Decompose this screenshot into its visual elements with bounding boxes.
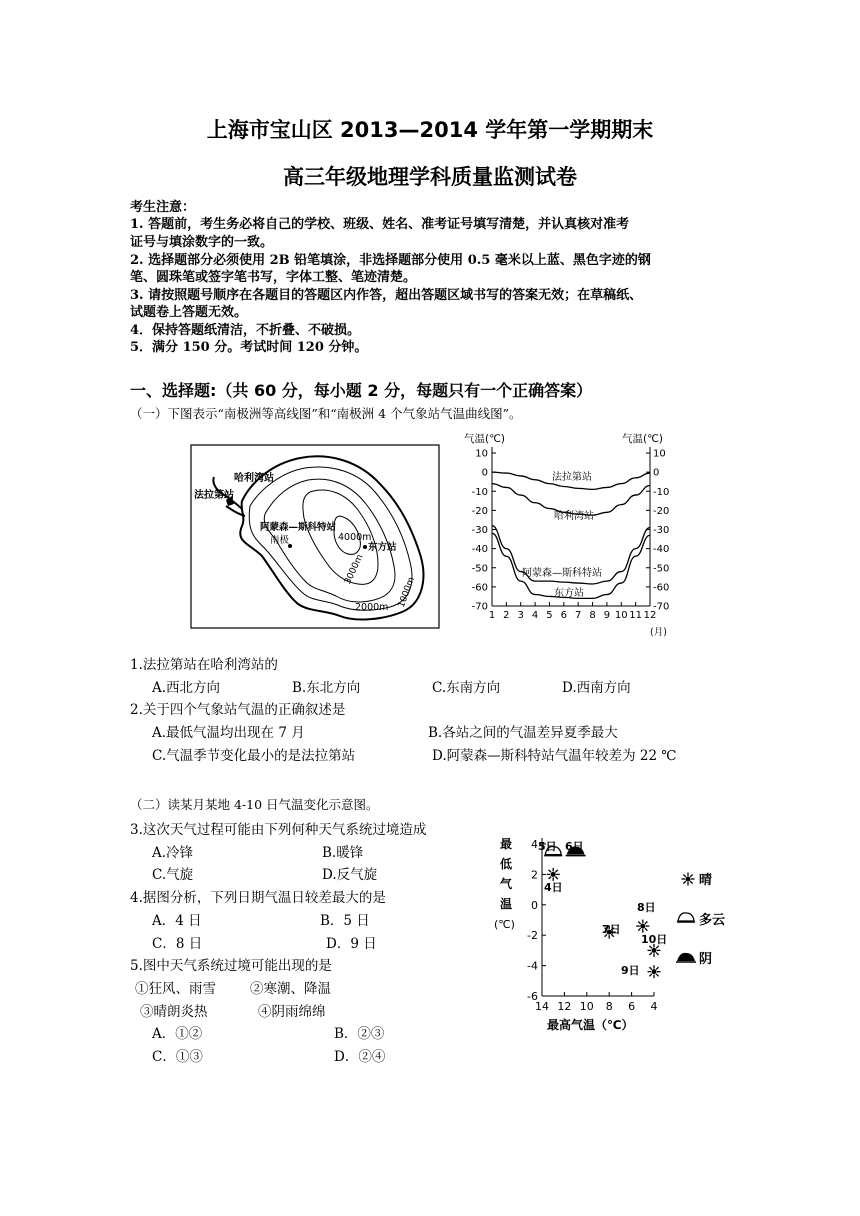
sun-ray xyxy=(690,881,692,883)
legend-sunny-icon xyxy=(682,873,695,886)
question-5-option-b[interactable]: B．②③ xyxy=(334,1026,385,1042)
point-label-5: 5日 xyxy=(538,840,557,853)
station-temperature-chart xyxy=(462,428,700,638)
series-label-halley: 哈利湾站 xyxy=(554,511,594,522)
sun-ray xyxy=(683,881,685,883)
sun-ray xyxy=(656,974,658,976)
question-5-item-3: ③晴朗炎热 xyxy=(140,1004,208,1020)
sun-ray xyxy=(656,953,658,955)
question-1-option-c[interactable]: C.东南方向 xyxy=(432,680,501,696)
notes-heading: 考生注意： xyxy=(130,200,196,215)
point-label-7: 7日 xyxy=(602,923,621,936)
legend-cloudy-label: 多云 xyxy=(699,913,726,928)
x-tick-label: 2 xyxy=(503,610,510,621)
question-5-item-1: ①狂风、雨雪 xyxy=(135,981,216,997)
sun-ray xyxy=(549,877,551,879)
point-4日-sunny-icon xyxy=(547,868,560,881)
scatter-x-tick-label: 14 xyxy=(535,1000,549,1013)
x-tick-label: 12 xyxy=(643,610,657,621)
sun-ray xyxy=(656,967,658,969)
y-tick-label: -20 xyxy=(653,505,670,517)
sun-ray xyxy=(649,974,651,976)
antarctica-contour-map xyxy=(190,444,440,629)
map-label-faraday: 法拉第站 xyxy=(194,490,234,501)
overcast-fill xyxy=(677,953,695,961)
exam-title-line1: 上海市宝山区 2013—2014 学年第一学期期末 xyxy=(206,118,654,142)
series-label-vostok: 东方站 xyxy=(554,588,584,599)
question-4-option-d[interactable]: D．9 日 xyxy=(326,936,377,952)
question-3-option-a[interactable]: A.冷锋 xyxy=(152,845,194,861)
point-label-8: 8日 xyxy=(637,901,656,914)
sun-ray xyxy=(690,874,692,876)
question-1-option-d[interactable]: D.西南方向 xyxy=(562,680,631,696)
part2-intro: （二）读某月某地 4-10 日气温变化示意图。 xyxy=(130,797,379,812)
x-tick-label: 6 xyxy=(560,610,568,621)
sun-ray xyxy=(638,928,640,930)
sun-ray xyxy=(683,874,685,876)
series-label-amundsen-scott: 阿蒙森—斯科特站 xyxy=(522,568,602,579)
left-axis-unit: 气温(℃) xyxy=(464,433,505,445)
vostok-station-marker xyxy=(363,545,367,549)
scatter-y-tick-label: 0 xyxy=(531,898,538,912)
scatter-x-tick-label: 12 xyxy=(557,1000,572,1013)
note-line: 1. 答题前，考生务必将自己的学校、班级、姓名、准考证号填写清楚，并认真核对准考 xyxy=(130,217,630,232)
map-label-2000m: 2000m xyxy=(355,602,389,613)
y-tick-label: -50 xyxy=(653,563,670,575)
y-tick-label: -60 xyxy=(471,582,488,594)
note-line: 4．保持答题纸清洁，不折叠、不破损。 xyxy=(130,323,361,338)
question-3-option-c[interactable]: C.气旋 xyxy=(152,867,194,883)
cloud-outline xyxy=(678,913,694,921)
question-2-option-b[interactable]: B.各站之间的气温差异夏季最大 xyxy=(428,725,618,741)
sun-ray xyxy=(555,877,557,879)
legend-overcast-label: 阴 xyxy=(699,952,713,967)
sun-ray xyxy=(656,946,658,948)
x-tick-label: 9 xyxy=(603,610,611,621)
sun-ray xyxy=(649,953,651,955)
y-tick-label: -40 xyxy=(471,544,488,556)
y-tick-label: -40 xyxy=(653,544,670,556)
y-tick-label: -30 xyxy=(653,525,670,536)
sun-ray xyxy=(649,967,651,969)
scatter-y-tick-label: -4 xyxy=(527,959,538,973)
question-5-option-c[interactable]: C．①③ xyxy=(152,1049,203,1065)
sun-ray xyxy=(645,928,647,930)
y-title-char: 温 xyxy=(500,897,513,911)
question-3-stem: 3.这次天气过程可能由下列何种天气系统过境造成 xyxy=(130,822,427,838)
map-label-vostok: 东方站 xyxy=(368,542,397,553)
y-tick-label: 0 xyxy=(481,467,488,479)
x-tick-label: 7 xyxy=(574,610,582,621)
question-1-option-b[interactable]: B.东北方向 xyxy=(292,680,361,696)
y-title-char: 低 xyxy=(500,857,513,871)
question-4-option-b[interactable]: B．5 日 xyxy=(320,913,370,929)
y-tick-label: -70 xyxy=(653,601,670,613)
x-axis-title: 最高气温（℃） xyxy=(547,1018,634,1032)
daily-temperature-scatter xyxy=(492,830,732,1035)
part1-intro: （一）下图表示“南极洲等高线图”和“南极洲 4 个气象站气温曲线图”。 xyxy=(130,406,522,421)
question-4-stem: 4.据图分析，下列日期气温日较差最大的是 xyxy=(130,890,386,906)
y-tick-label: -20 xyxy=(471,505,488,517)
scatter-y-tick-label: 4 xyxy=(531,838,538,851)
point-label-6: 6日 xyxy=(565,840,584,853)
question-4-option-a[interactable]: A．4 日 xyxy=(152,913,202,929)
note-line: 3. 请按照题号顺序在各题目的答题区内作答，超出答题区域书写的答案无效；在草稿纸、 xyxy=(130,288,643,303)
question-5-stem: 5.图中天气系统过境可能出现的是 xyxy=(130,958,332,974)
scatter-y-tick-label: -6 xyxy=(527,990,538,1003)
note-line: 试题卷上答题无效。 xyxy=(130,305,248,320)
x-tick-label: 5 xyxy=(546,610,553,621)
y-tick-label: -30 xyxy=(471,525,488,536)
question-2-option-a[interactable]: A.最低气温均出现在 7 月 xyxy=(152,725,305,741)
question-5-item-4: ④阴雨绵绵 xyxy=(258,1004,326,1020)
scatter-x-tick-label: 4 xyxy=(650,1000,658,1013)
legend-cloudy-icon xyxy=(677,913,695,922)
x-tick-label: 4 xyxy=(531,610,539,621)
question-3-option-d[interactable]: D.反气旋 xyxy=(322,867,378,883)
series-label-faraday: 法拉第站 xyxy=(552,472,592,483)
right-axis-unit: 气温(℃) xyxy=(622,433,663,445)
x-tick-label: 10 xyxy=(614,610,628,621)
scatter-y-tick-label: 2 xyxy=(531,868,538,882)
y-tick-label: 10 xyxy=(653,448,666,460)
y-tick-label: -70 xyxy=(471,601,488,613)
note-line: 证号与填涂数字的一致。 xyxy=(130,235,274,250)
question-5-option-a[interactable]: A．①② xyxy=(152,1026,203,1042)
question-1-option-a[interactable]: A.西北方向 xyxy=(152,680,221,696)
note-line: 2. 选择题部分必须使用 2B 铅笔填涂，非选择题部分使用 0.5 毫米以上蓝、黑色字迹的钢 xyxy=(130,253,651,268)
sun-core xyxy=(686,877,691,882)
point-label-4: 4日 xyxy=(544,881,563,894)
y-title-char: 气 xyxy=(500,877,513,891)
y-tick-label: -10 xyxy=(653,486,670,498)
x-tick-label: 8 xyxy=(589,610,596,621)
point-label-10: 10日 xyxy=(641,933,668,946)
scatter-y-tick-label: -2 xyxy=(527,929,538,943)
point-label-9: 9日 xyxy=(621,964,640,977)
map-label-3000m: 3000m xyxy=(343,553,366,587)
scatter-x-tick-label: 8 xyxy=(605,1000,613,1013)
note-line: 5．满分 150 分。考试时间 120 分钟。 xyxy=(130,340,368,355)
map-label-amundsen-scott: 阿蒙森—斯科特站 xyxy=(260,522,337,533)
question-2-option-d[interactable]: D.阿蒙森—斯科特站气温年较差为 22 ℃ xyxy=(432,748,677,764)
sun-core xyxy=(551,872,556,877)
sun-ray xyxy=(645,921,647,923)
sun-core xyxy=(640,924,645,929)
section-heading: 一、选择题:（共 60 分，每小题 2 分，每题只有一个正确答案） xyxy=(130,381,593,400)
point-9日-sunny-icon xyxy=(648,965,661,978)
scatter-x-tick-label: 6 xyxy=(628,1000,636,1013)
sun-ray xyxy=(555,870,557,872)
sun-ray xyxy=(549,870,551,872)
question-3-option-b[interactable]: B.暖锋 xyxy=(322,845,364,861)
map-label-4000m: 4000m xyxy=(338,532,372,543)
question-4-option-c[interactable]: C．8 日 xyxy=(152,936,203,952)
sun-ray xyxy=(638,921,640,923)
y-tick-label: -50 xyxy=(471,563,488,575)
x-tick-label: 1 xyxy=(488,610,496,621)
map-label-south-pole: 南极 xyxy=(270,535,290,546)
sun-core xyxy=(652,948,657,953)
question-5-option-d[interactable]: D．②④ xyxy=(334,1049,386,1065)
sun-ray xyxy=(649,946,651,948)
x-tick-label: 11 xyxy=(629,610,643,621)
question-5-item-2: ②寒潮、降温 xyxy=(250,981,331,997)
y-tick-label: 10 xyxy=(475,448,488,460)
x-axis-unit: (月) xyxy=(650,627,667,638)
legend-sunny-label: 晴 xyxy=(699,873,713,888)
question-2-stem: 2.关于四个气象站气温的正确叙述是 xyxy=(130,702,346,718)
question-1-stem: 1.法拉第站在哈利湾站的 xyxy=(130,657,278,673)
y-title-char: 最 xyxy=(500,837,513,851)
point-8日-sunny-icon xyxy=(636,920,649,933)
scatter-x-tick-label: 10 xyxy=(579,1000,594,1013)
map-label-halley: 哈利湾站 xyxy=(234,473,274,484)
y-tick-label: -10 xyxy=(471,486,488,498)
y-tick-label: -60 xyxy=(653,582,670,594)
sun-core xyxy=(652,969,657,974)
exam-title-line2: 高三年级地理学科质量监测试卷 xyxy=(283,165,577,189)
legend-overcast-icon xyxy=(676,953,696,962)
question-2-option-c[interactable]: C.气温季节变化最小的是法拉第站 xyxy=(152,748,356,764)
x-tick-label: 3 xyxy=(517,610,524,621)
map-label-1000m: 1000m xyxy=(396,575,418,610)
y-title-unit: (℃) xyxy=(494,918,515,931)
y-tick-label: 0 xyxy=(653,467,660,479)
note-line: 笔、圆珠笔或签字笔书写，字体工整、笔迹清楚。 xyxy=(130,270,417,285)
